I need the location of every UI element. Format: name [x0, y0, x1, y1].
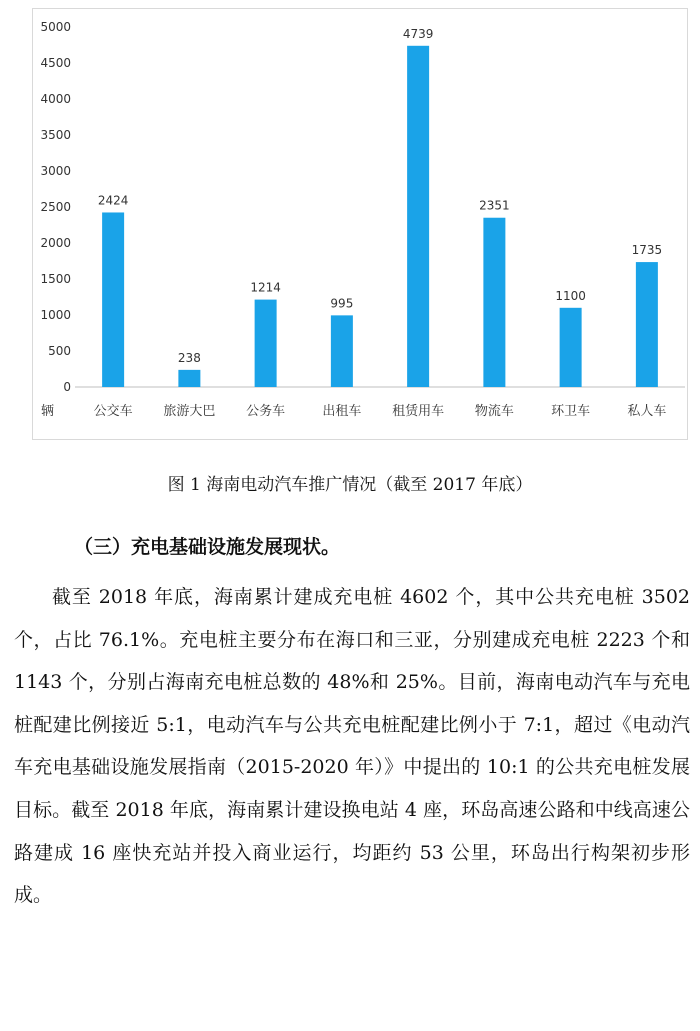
y-tick-label: 1500: [40, 272, 71, 286]
y-tick-label: 2500: [40, 200, 71, 214]
y-tick-label: 500: [48, 344, 71, 358]
data-label: 2424: [97, 193, 129, 208]
y-tick-label: 5000: [40, 20, 71, 34]
bar: [560, 308, 582, 387]
x-tick-label: 环卫车: [551, 404, 591, 419]
x-tick-label: 私人车: [627, 404, 667, 419]
bar: [255, 300, 277, 387]
unit-label: 辆: [41, 404, 55, 419]
x-tick-label: 公务车: [246, 404, 286, 419]
bar: [178, 370, 200, 387]
data-label: 1735: [631, 243, 663, 258]
x-tick-label: 物流车: [474, 404, 514, 419]
bar: [636, 262, 658, 387]
y-tick-label: 0: [63, 380, 71, 394]
body-paragraph: 截至 2018 年底，海南累计建成充电桩 4602 个，其中公共充电桩 3502 个，占比 76.1%。充电桩主要分布在海口和三亚，分别建成充电桩 2223 个和 1143 个，分别占海南充电桩总数的 48%和 25%。目前，海南电动汽车与充电桩配建比例接近 5:1，电动汽车与公共充电桩配建比例小于 7:1，超过《电动汽车充电基础设施发展指南（2015-2020 年）》中提出的 10:1 的公共充电桩发展目标。截至 2018 年底，海南累计建设换电站 4 座，环岛高速公路和中线高速公路建成 16 座快充站并投入商业运行，均距约 53 公里，环岛出行构架初步形成。: [14, 586, 690, 907]
x-tick-label: 公交车: [93, 404, 133, 419]
data-label: 2351: [479, 198, 510, 213]
chart-container: [32, 8, 688, 440]
data-label: 1214: [250, 280, 281, 295]
bar: [331, 315, 353, 387]
figure-caption: 图 1 海南电动汽车推广情况（截至 2017 年底）: [167, 475, 533, 495]
section-heading: （三）充电基础设施发展现状。: [74, 536, 341, 558]
data-label: 238: [177, 350, 201, 365]
y-tick-label: 1000: [40, 308, 71, 322]
y-tick-label: 4000: [40, 92, 71, 106]
y-tick-label: 4500: [40, 56, 71, 70]
bar-chart: [33, 9, 689, 441]
y-tick-label: 3500: [40, 128, 71, 142]
x-tick-label: 租赁用车: [392, 404, 445, 419]
body-text: [14, 576, 690, 917]
bar: [483, 218, 505, 387]
data-label: 1100: [555, 288, 586, 303]
x-tick-label: 旅游大巴: [163, 404, 216, 419]
y-tick-label: 2000: [40, 236, 71, 250]
y-tick-label: 3000: [40, 164, 71, 178]
data-label: 4739: [402, 26, 434, 41]
bar: [102, 212, 124, 387]
bar: [407, 46, 429, 387]
data-label: 995: [330, 296, 354, 311]
x-tick-label: 出租车: [322, 404, 362, 419]
